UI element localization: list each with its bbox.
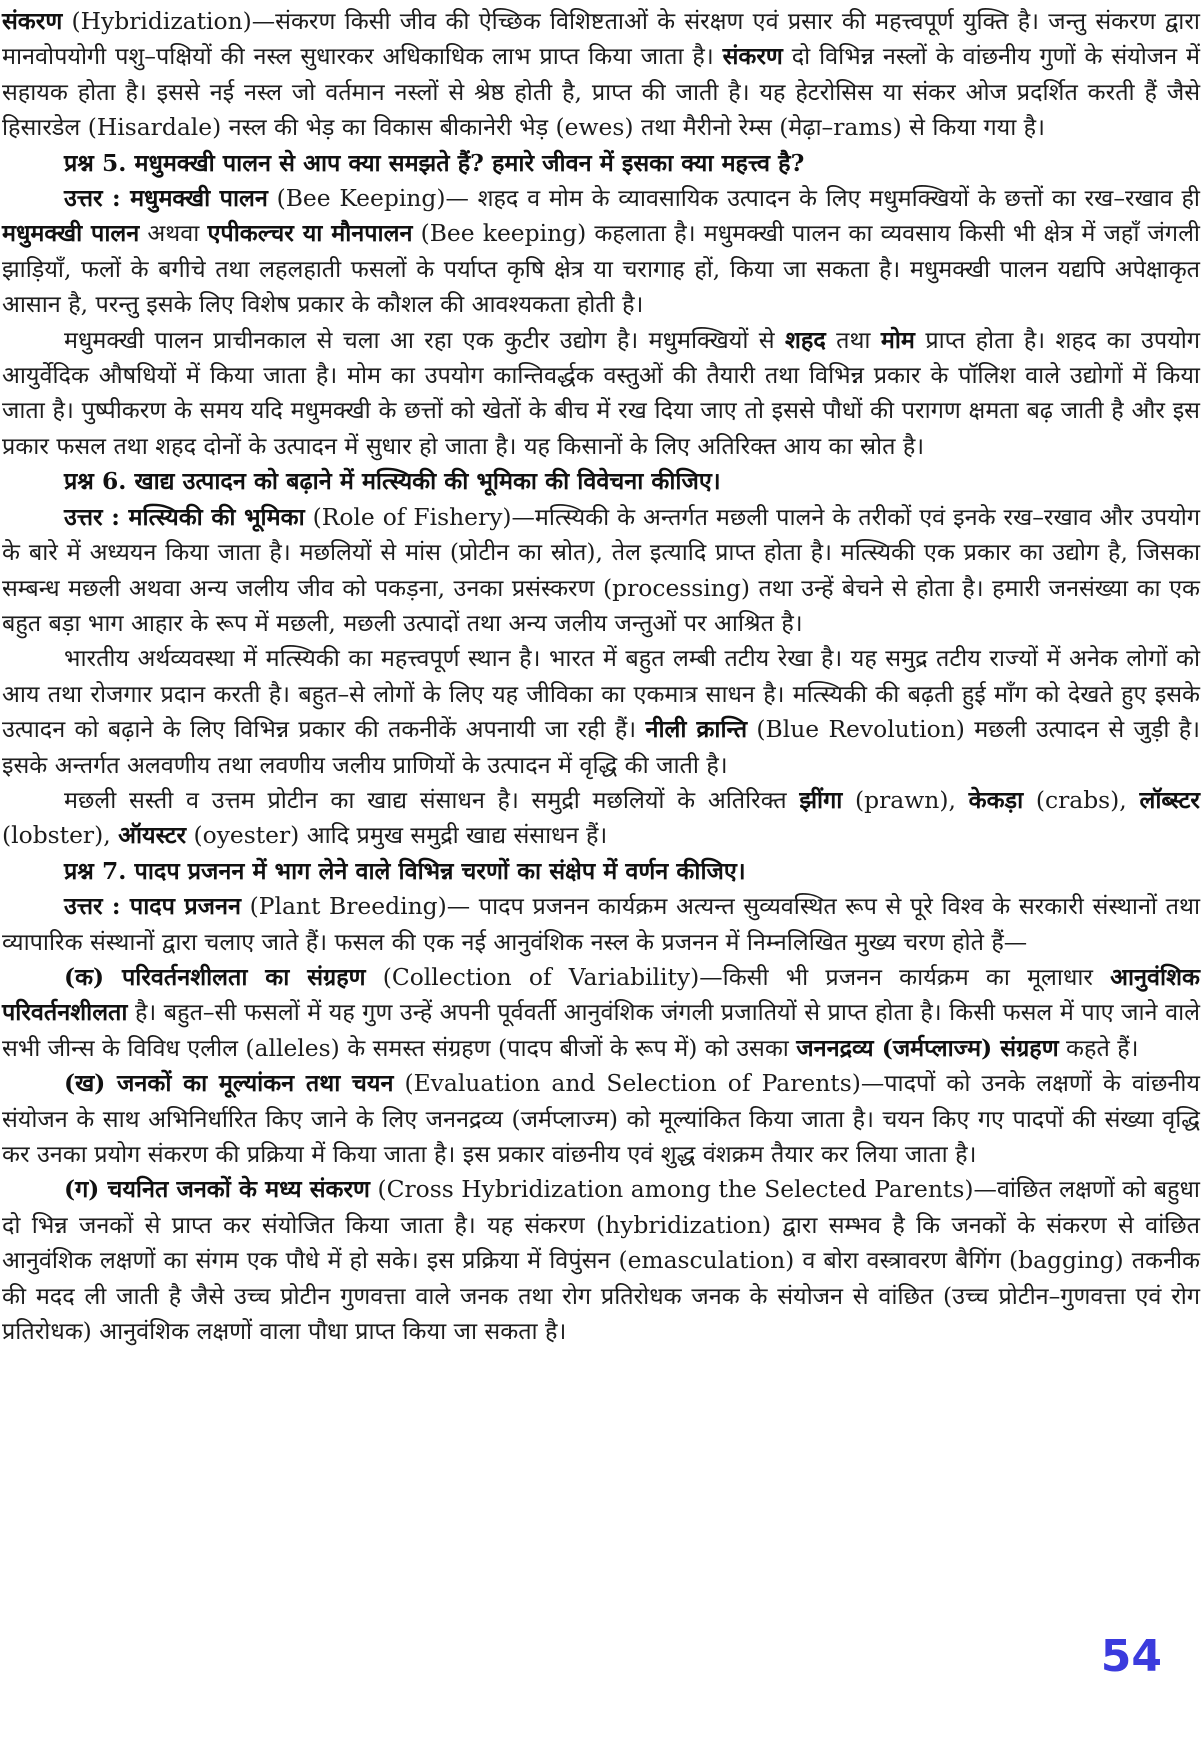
- bold-text: एपीकल्चर या मौनपालन: [207, 219, 413, 248]
- text-run: (Bee keeping) कहलाता है। मधुमक्खी पालन का व्यवसाय किसी भी क्षेत्र में जहाँ जंगली झाड़ियाँ, फलों के बगीचे तथा लहलहाती फसलों के पर्याप्त कृषि क्षेत्र या चरागाह हों, किया जा सकता है। मधुमक्खी पालन यद्यपि अपेक्षाकृत आसान है, परन्तु इसके लिए विशेष प्रकार के कौशल की आवश्यकता होती है।: [2, 219, 1200, 319]
- paragraph: [2, 181, 1200, 323]
- text-run: है। बहुत–सी फसलों में यह गुण उन्हें अपनी पूर्ववर्ती आनुवंशिक जंगली प्रजातियों से प्राप्त होता है। किसी फसल में पाए जाने वाले सभी जीन्स के विविध एलील (alleles) के समस्त संग्रहण (पादप बीजों के रूप में) को उसका: [2, 998, 1200, 1062]
- bold-text: जननद्रव्य (जर्मप्लाज्म) संग्रहण: [796, 1033, 1059, 1062]
- bold-text: प्रश्न 7. पादप प्रजनन में भाग लेने वाले विभिन्न चरणों का संक्षेप में वर्णन कीजिए।: [64, 856, 746, 885]
- text-run: (Collection of Variability)—किसी भी प्रजनन कार्यक्रम का मूलाधार: [365, 962, 1111, 991]
- bold-text: (क) परिवर्तनशीलता का संग्रहण: [64, 962, 366, 991]
- paragraph: [2, 146, 1200, 181]
- paragraph: [2, 641, 1200, 783]
- text-run: प्राप्त होता है। शहद का उपयोग आयुर्वेदिक औषधियों में किया जाता है। मोम का उपयोग कान्तिवर्द्धक वस्तुओं की तैयारी तथा विभिन्न प्रकार के पॉलिश वाले उद्योगों में किया जाता है। पुष्पीकरण के समय यदि मधुमक्खी के छत्तों को खेतों के बीच में रख दिया जाए तो इससे पौधों की परागण क्षमता बढ़ जाती है और इस प्रकार फसल तथा शहद दोनों के उत्पादन में सुधार हो जाता है। यह किसानों के लिए अतिरिक्त आय का स्रोत है।: [2, 325, 1200, 460]
- text-run: मछली सस्ती व उत्तम प्रोटीन का खाद्य संसाधन है। समुद्री मछलियों के अतिरिक्त: [64, 785, 800, 814]
- bold-text: उत्तर : मत्स्यिकी की भूमिका: [64, 502, 305, 531]
- text-run: दो विभिन्न नस्लों के वांछनीय गुणों के संयोजन में सहायक होता है। इससे नई नस्ल जो वर्तमान नस्लों से श्रेष्ठ होती है, प्राप्त की जाती है। यह हेटरोसिस या संकर ओज प्रदर्शित करती हैं जैसे हिसारडेल (Hisardale) नस्ल की भेड़ का विकास बीकानेरी भेड़ (ewes) तथा मैरीनो रेम्स (मेढ़ा–rams) से किया गया है।: [2, 42, 1201, 142]
- text-run: (Role of Fishery)—मत्स्यिकी के अन्तर्गत मछली पालने के तरीकों एवं इनके रख–रखाव और उपयोग के बारे में अध्ययन किया जाता है। मछलियों से मांस (प्रोटीन का स्रोत), तेल इत्यादि प्राप्त होता है। मत्स्यिकी एक प्रकार का उद्योग है, जिसका सम्बन्ध मछली अथवा अन्य जलीय जीव को पकड़ना, उनका प्रसंस्करण (processing) तथा उन्हें बेचने से होता है। हमारी जनसंख्या का एक बहुत बड़ा भाग आहार के रूप में मछली, मछली उत्पादों तथा अन्य जलीय जन्तुओं पर आश्रित है।: [2, 502, 1200, 637]
- bold-text: झींगा: [799, 785, 843, 814]
- text-run: तथा: [825, 325, 881, 354]
- paragraph: [2, 1172, 1200, 1349]
- text-run: अथवा: [139, 219, 208, 248]
- paragraph: [2, 500, 1200, 642]
- text-run: (Bee Keeping)— शहद व मोम के व्यावसायिक उत्पादन के लिए मधुमक्खियों के छत्तों का रख–रखाव ही: [267, 184, 1200, 213]
- paragraph: [2, 323, 1200, 465]
- text-run: कहते हैं।: [1058, 1033, 1139, 1062]
- document-body: [2, 4, 1200, 1349]
- text-run: (Hybridization)—संकरण किसी जीव की ऐच्छिक विशिष्टताओं के संरक्षण एवं प्रसार की महत्त्वपूर्ण युक्ति है। जन्तु संकरण द्वारा मानवोपयोगी पशु–पक्षियों की नस्ल सुधारकर अधिकाधिक लाभ प्राप्त किया जाता है।: [2, 7, 1200, 71]
- paragraph: [2, 4, 1200, 146]
- text-run: भारतीय अर्थव्यवस्था में मत्स्यिकी का महत्त्वपूर्ण स्थान है। भारत में बहुत लम्बी तटीय रेखा है। यह समुद्र तटीय राज्यों में अनेक लोगों को आय तथा रोजगार प्रदान करती है। बहुत–से लोगों के लिए यह जीविका का एकमात्र साधन है। मत्स्यिकी की बढ़ती हुई माँग को देखते हुए इसके उत्पादन को बढ़ाने के लिए विभिन्न प्रकार की तकनीकें अपनायी जा रही हैं।: [2, 644, 1200, 744]
- bold-text: केकड़ा: [968, 785, 1024, 814]
- bold-text: (ग) चयनित जनकों के मध्य संकरण: [64, 1175, 370, 1204]
- bold-text: उत्तर : पादप प्रजनन: [64, 892, 241, 921]
- paragraph: [2, 889, 1200, 960]
- bold-text: लॉब्स्टर: [1139, 785, 1201, 814]
- paragraph: [2, 1066, 1200, 1172]
- text-run: (Blue Revolution) मछली उत्पादन से जुड़ी है। इसके अन्तर्गत अलवणीय तथा लवणीय जलीय प्राणियों के उत्पादन में वृद्धि की जाती है।: [2, 715, 1201, 779]
- paragraph: [2, 854, 1200, 889]
- bold-text: उत्तर : मधुमक्खी पालन: [64, 184, 268, 213]
- bold-text: संकरण: [722, 42, 783, 71]
- paragraph: [2, 464, 1200, 499]
- text-run: (lobster),: [2, 821, 119, 850]
- bold-text: (ख) जनकों का मूल्यांकन तथा चयन: [64, 1069, 394, 1098]
- text-run: (crabs),: [1023, 785, 1140, 814]
- bold-text: प्रश्न 6. खाद्य उत्पादन को बढ़ाने में मत्स्यिकी की भूमिका की विवेचना कीजिए।: [64, 467, 721, 496]
- bold-text: ऑयस्टर: [118, 821, 187, 850]
- text-run: (Cross Hybridization among the Selected Parents)—वांछित लक्षणों को बहुधा दो भिन्न जनकों से प्राप्त कर संयोजित किया जाता है। यह संकरण (hybridization) द्वारा सम्भव है कि जनकों के संकरण से वांछित आनुवंशिक लक्षणों का संगम एक पौधे में हो सके। इस प्रक्रिया में विपुंसन (emasculation) व बोरा वस्त्रावरण बैगिंग (bagging) तकनीक की मदद ली जाती है जैसे उच्च प्रोटीन गुणवत्ता वाले जनक तथा रोग प्रतिरोधक जनक के संयोजन से वांछित (उच्च प्रोटीन–गुणवत्ता एवं रोग प्रतिरोधक) आनुवंशिक लक्षणों वाला पौधा प्राप्त किया जा सकता है।: [2, 1175, 1200, 1346]
- bold-text: शहद: [785, 325, 826, 354]
- bold-text: मोम: [880, 325, 915, 354]
- bold-text: नीली क्रान्ति: [645, 715, 748, 744]
- text-run: (prawn),: [842, 785, 969, 814]
- paragraph: [2, 960, 1200, 1066]
- text-run: (Evaluation and Selection of Parents)—पादपों को उनके लक्षणों के वांछनीय संयोजन के साथ अभिनिर्धारित किए जाने के लिए जननद्रव्य (जर्मप्लाज्म) को मूल्यांकित किया जाता है। चयन किए गए पादपों की संख्या वृद्धि कर उनका प्रयोग संकरण की प्रक्रिया में किया जाता है। इस प्रकार वांछनीय एवं शुद्ध वंशक्रम तैयार कर लिया जाता है।: [2, 1069, 1200, 1168]
- text-run: (Plant Breeding)— पादप प्रजनन कार्यक्रम अत्यन्त सुव्यवस्थित रूप से पूरे विश्व के सरकारी संस्थानों तथा व्यापारिक संस्थानों द्वारा चलाए जाते हैं। फसल की एक नई आनुवंशिक नस्ल के प्रजनन में निम्नलिखित मुख्य चरण होते हैं—: [2, 892, 1201, 956]
- text-run: मधुमक्खी पालन प्राचीनकाल से चला आ रहा एक कुटीर उद्योग है। मधुमक्खियों से: [64, 325, 786, 354]
- bold-text: आनुवंशिक परिवर्तनशीलता: [2, 962, 1200, 1027]
- text-run: (oyester) आदि प्रमुख समुद्री खाद्य संसाधन हैं।: [186, 821, 608, 850]
- page-number: 54: [1100, 1631, 1162, 1682]
- paragraph: [2, 783, 1200, 854]
- bold-text: मधुमक्खी पालन: [2, 219, 140, 248]
- bold-text: संकरण: [2, 7, 63, 35]
- bold-text: प्रश्न 5. मधुमक्खी पालन से आप क्या समझते हैं? हमारे जीवन में इसका क्या महत्त्व है?: [64, 148, 805, 177]
